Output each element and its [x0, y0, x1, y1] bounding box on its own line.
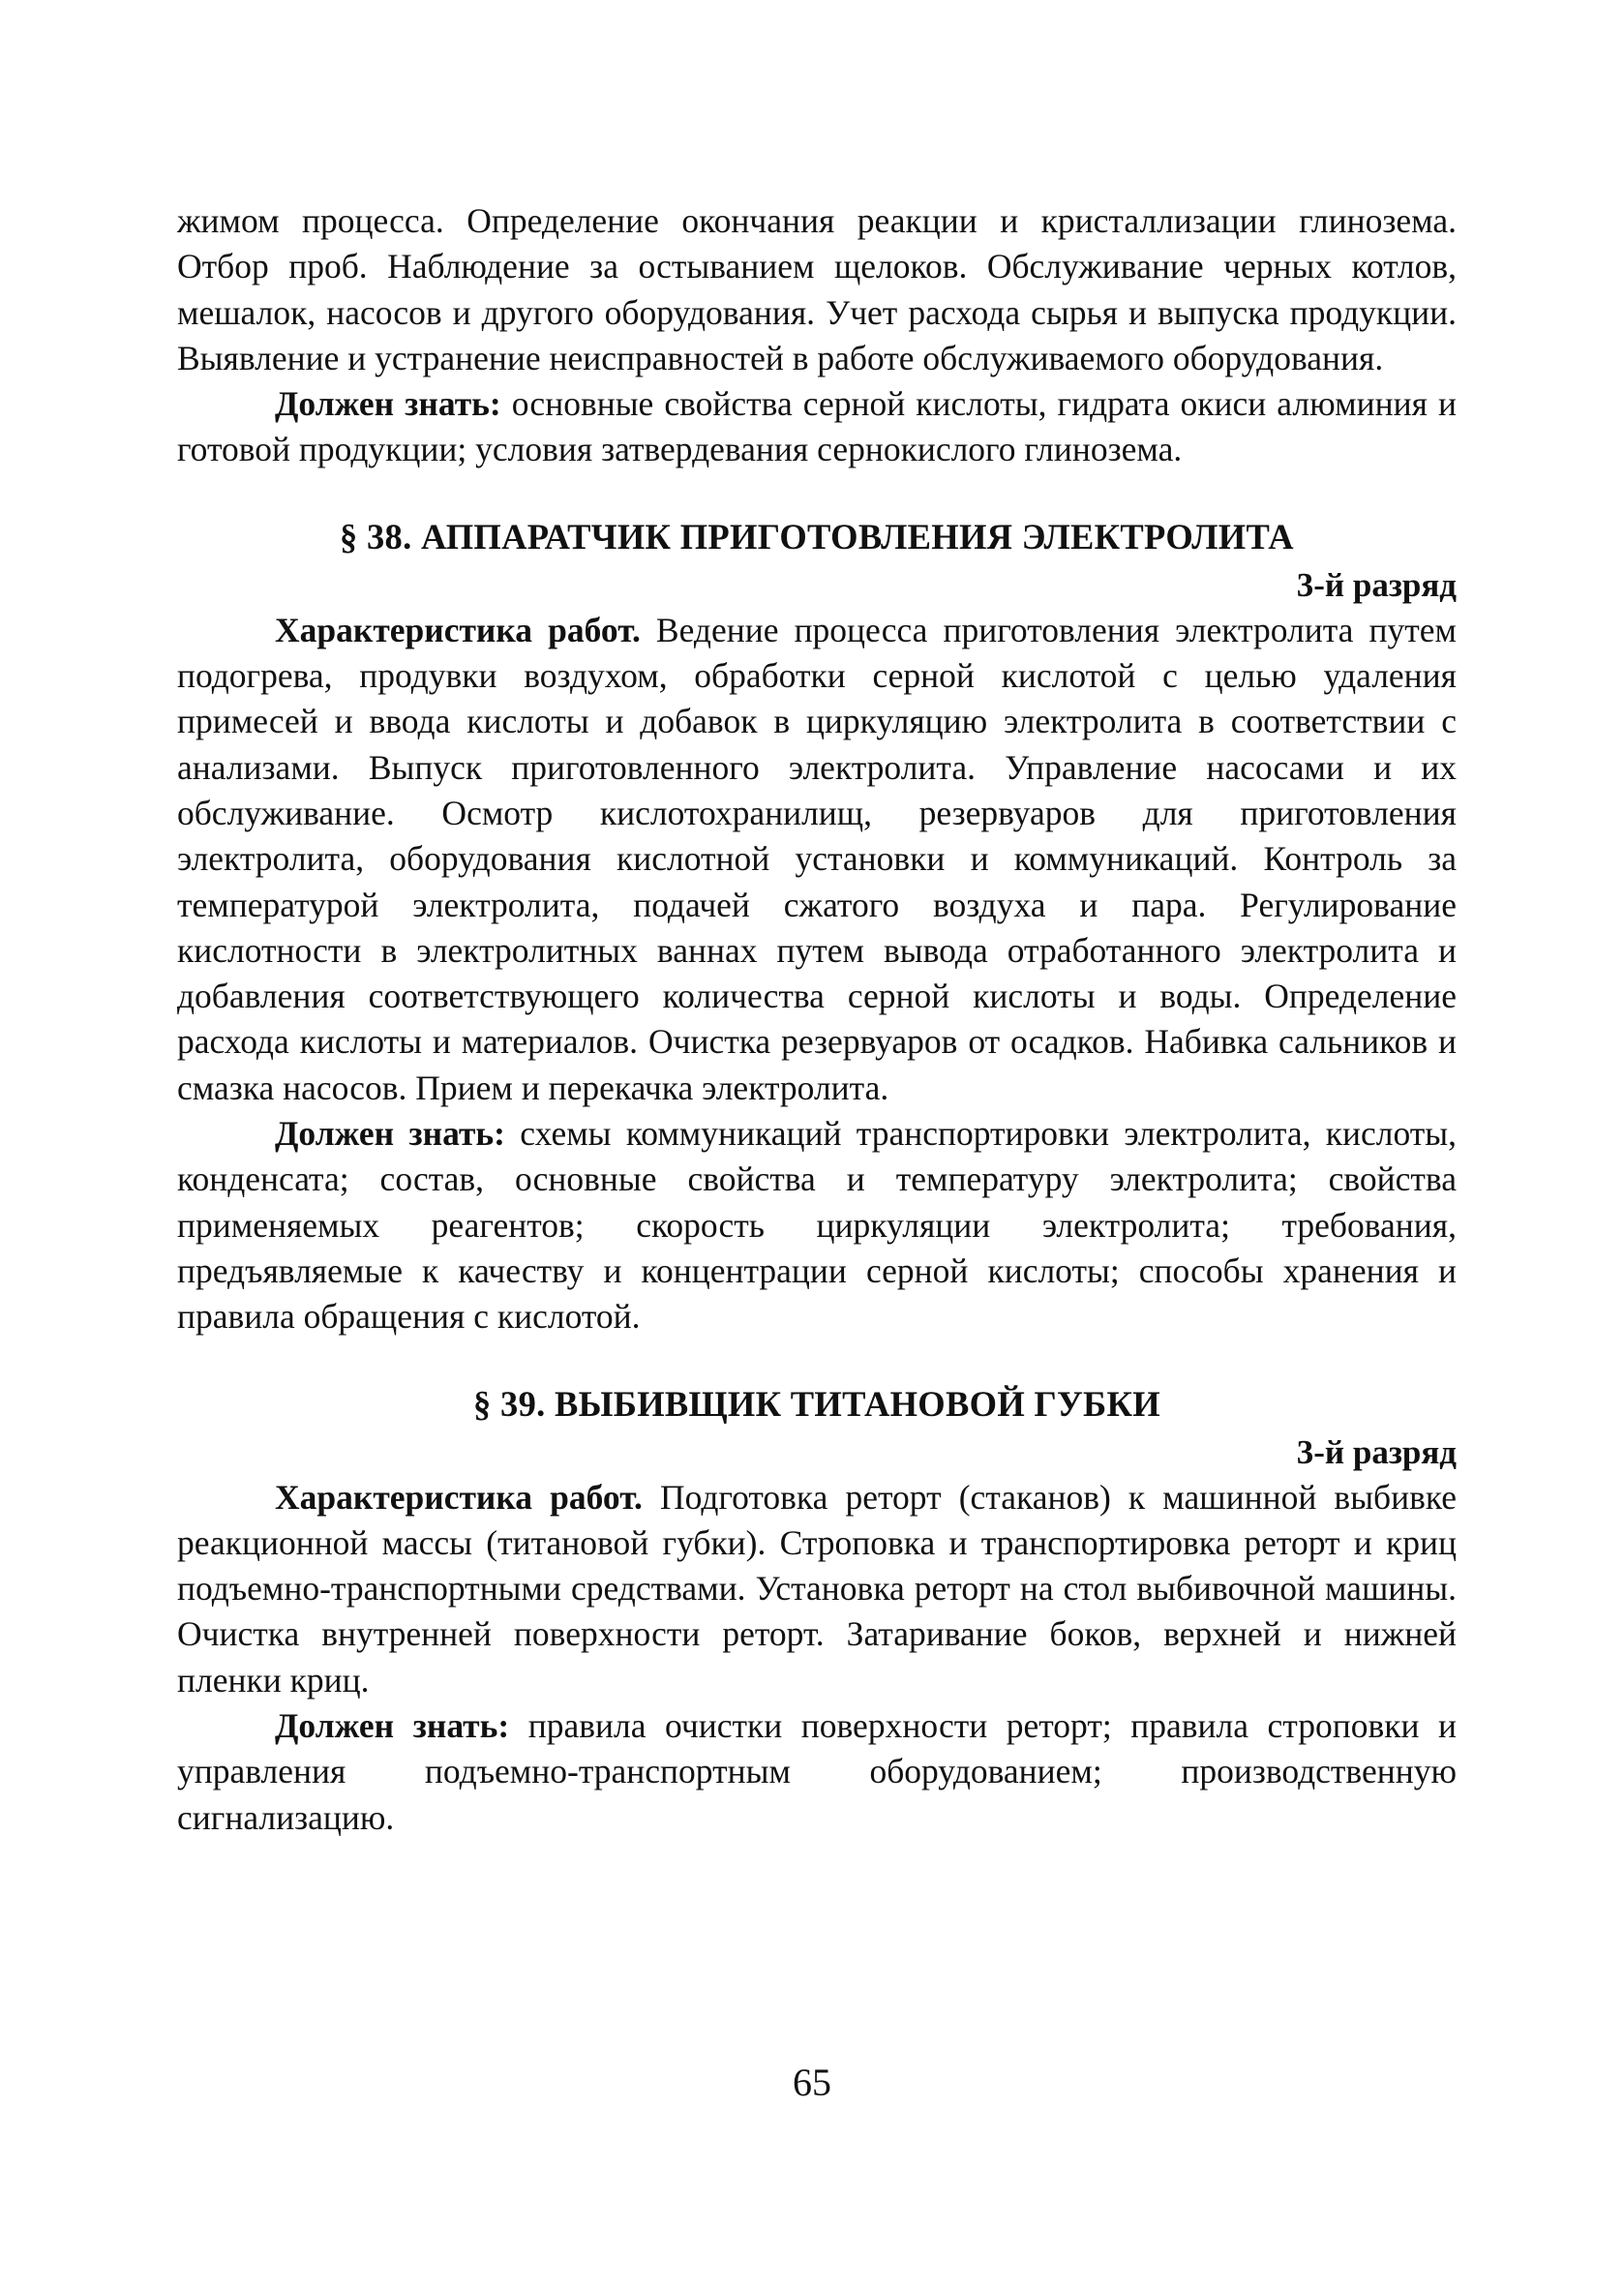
section-39-grade: 3-й разряд: [1296, 1432, 1457, 1471]
page-content: [177, 198, 1457, 1841]
intro-paragraph: [177, 198, 1457, 381]
section-38-heading: § 38. АППАРАТЧИК ПРИГОТОВЛЕНИЯ ЭЛЕКТРОЛИТА: [340, 516, 1294, 557]
section-39-characteristic: [177, 1475, 1457, 1703]
intro-knowledge-paragraph: [177, 381, 1457, 473]
section-38-grade: 3-й разряд: [1296, 565, 1457, 604]
characteristic-label: Характеристика работ.: [275, 610, 641, 649]
knowledge-text: правила очистки поверхности реторт; правила строповки и управления подъемно-транспортным оборудованием; производственную сигнализацию.: [177, 1706, 1457, 1837]
characteristic-text: Подготовка реторт (стаканов) к машинной выбивке реакционной массы (титановой губки). Строповка и транспортировка реторт и криц подъемно-транспортными средствами. Установка реторт на стол выбивочной машины. Очистка внутренней поверхности реторт. Затаривание боков, верхней и нижней пленки криц.: [177, 1477, 1457, 1700]
section-39-knowledge: [177, 1703, 1457, 1841]
knowledge-label: Должен знать:: [275, 384, 501, 424]
knowledge-label: Должен знать:: [275, 1114, 505, 1154]
characteristic-text: Ведение процесса приготовления электролита путем подогрева, продувки воздухом, обработки серной кислотой с целью удаления примесей и ввода кислоты и добавок в циркуляцию электролита в соответствии с анализами. Выпуск приготовленного электролита. Управление насосами и их обслуживание. Осмотр кислотохранилищ, резервуаров для приготовления электролита, оборудования кислотной установки и коммуникаций. Контроль за температурой электролита, подачей сжатого воздуха и пара. Регулирование кислотности в электролитных ваннах путем вывода отработанного электролита и добавления соответствующего количества серной кислоты и воды. Определение расхода кислоты и материалов. Очистка резервуаров от осадков. Набивка сальников и смазка насосов. Прием и перекачка электролита.: [177, 610, 1457, 1107]
intro-text: жимом процесса. Определение окончания реакции и кристаллизации глинозема. Отбор проб. Наблюдение за остыванием щелоков. Обслуживание черных котлов, мешалок, насосов и другого оборудования. Учет расхода сырья и выпуска продукции. Выявление и устранение неисправностей в работе обслуживаемого оборудования.: [177, 201, 1457, 377]
section-38-characteristic: [177, 608, 1457, 1111]
section-38-knowledge: [177, 1111, 1457, 1339]
knowledge-label: Должен знать:: [275, 1706, 510, 1746]
knowledge-text: схемы коммуникаций транспортировки электролита, кислоты, конденсата; состав, основные свойства и температуру электролита; свойства применяемых реагентов; скорость циркуляции электролита; требования, предъявляемые к качеству и концентрации серной кислоты; способы хранения и правила обращения с кислотой.: [177, 1114, 1457, 1337]
characteristic-label: Характеристика работ.: [275, 1477, 643, 1517]
section-39-heading: § 39. ВЫБИВЩИК ТИТАНОВОЙ ГУБКИ: [473, 1383, 1160, 1424]
page-number: 65: [793, 2061, 831, 2104]
knowledge-text: основные свойства серной кислоты, гидрата окиси алюминия и готовой продукции; условия затвердевания сернокислого глинозема.: [177, 384, 1457, 469]
